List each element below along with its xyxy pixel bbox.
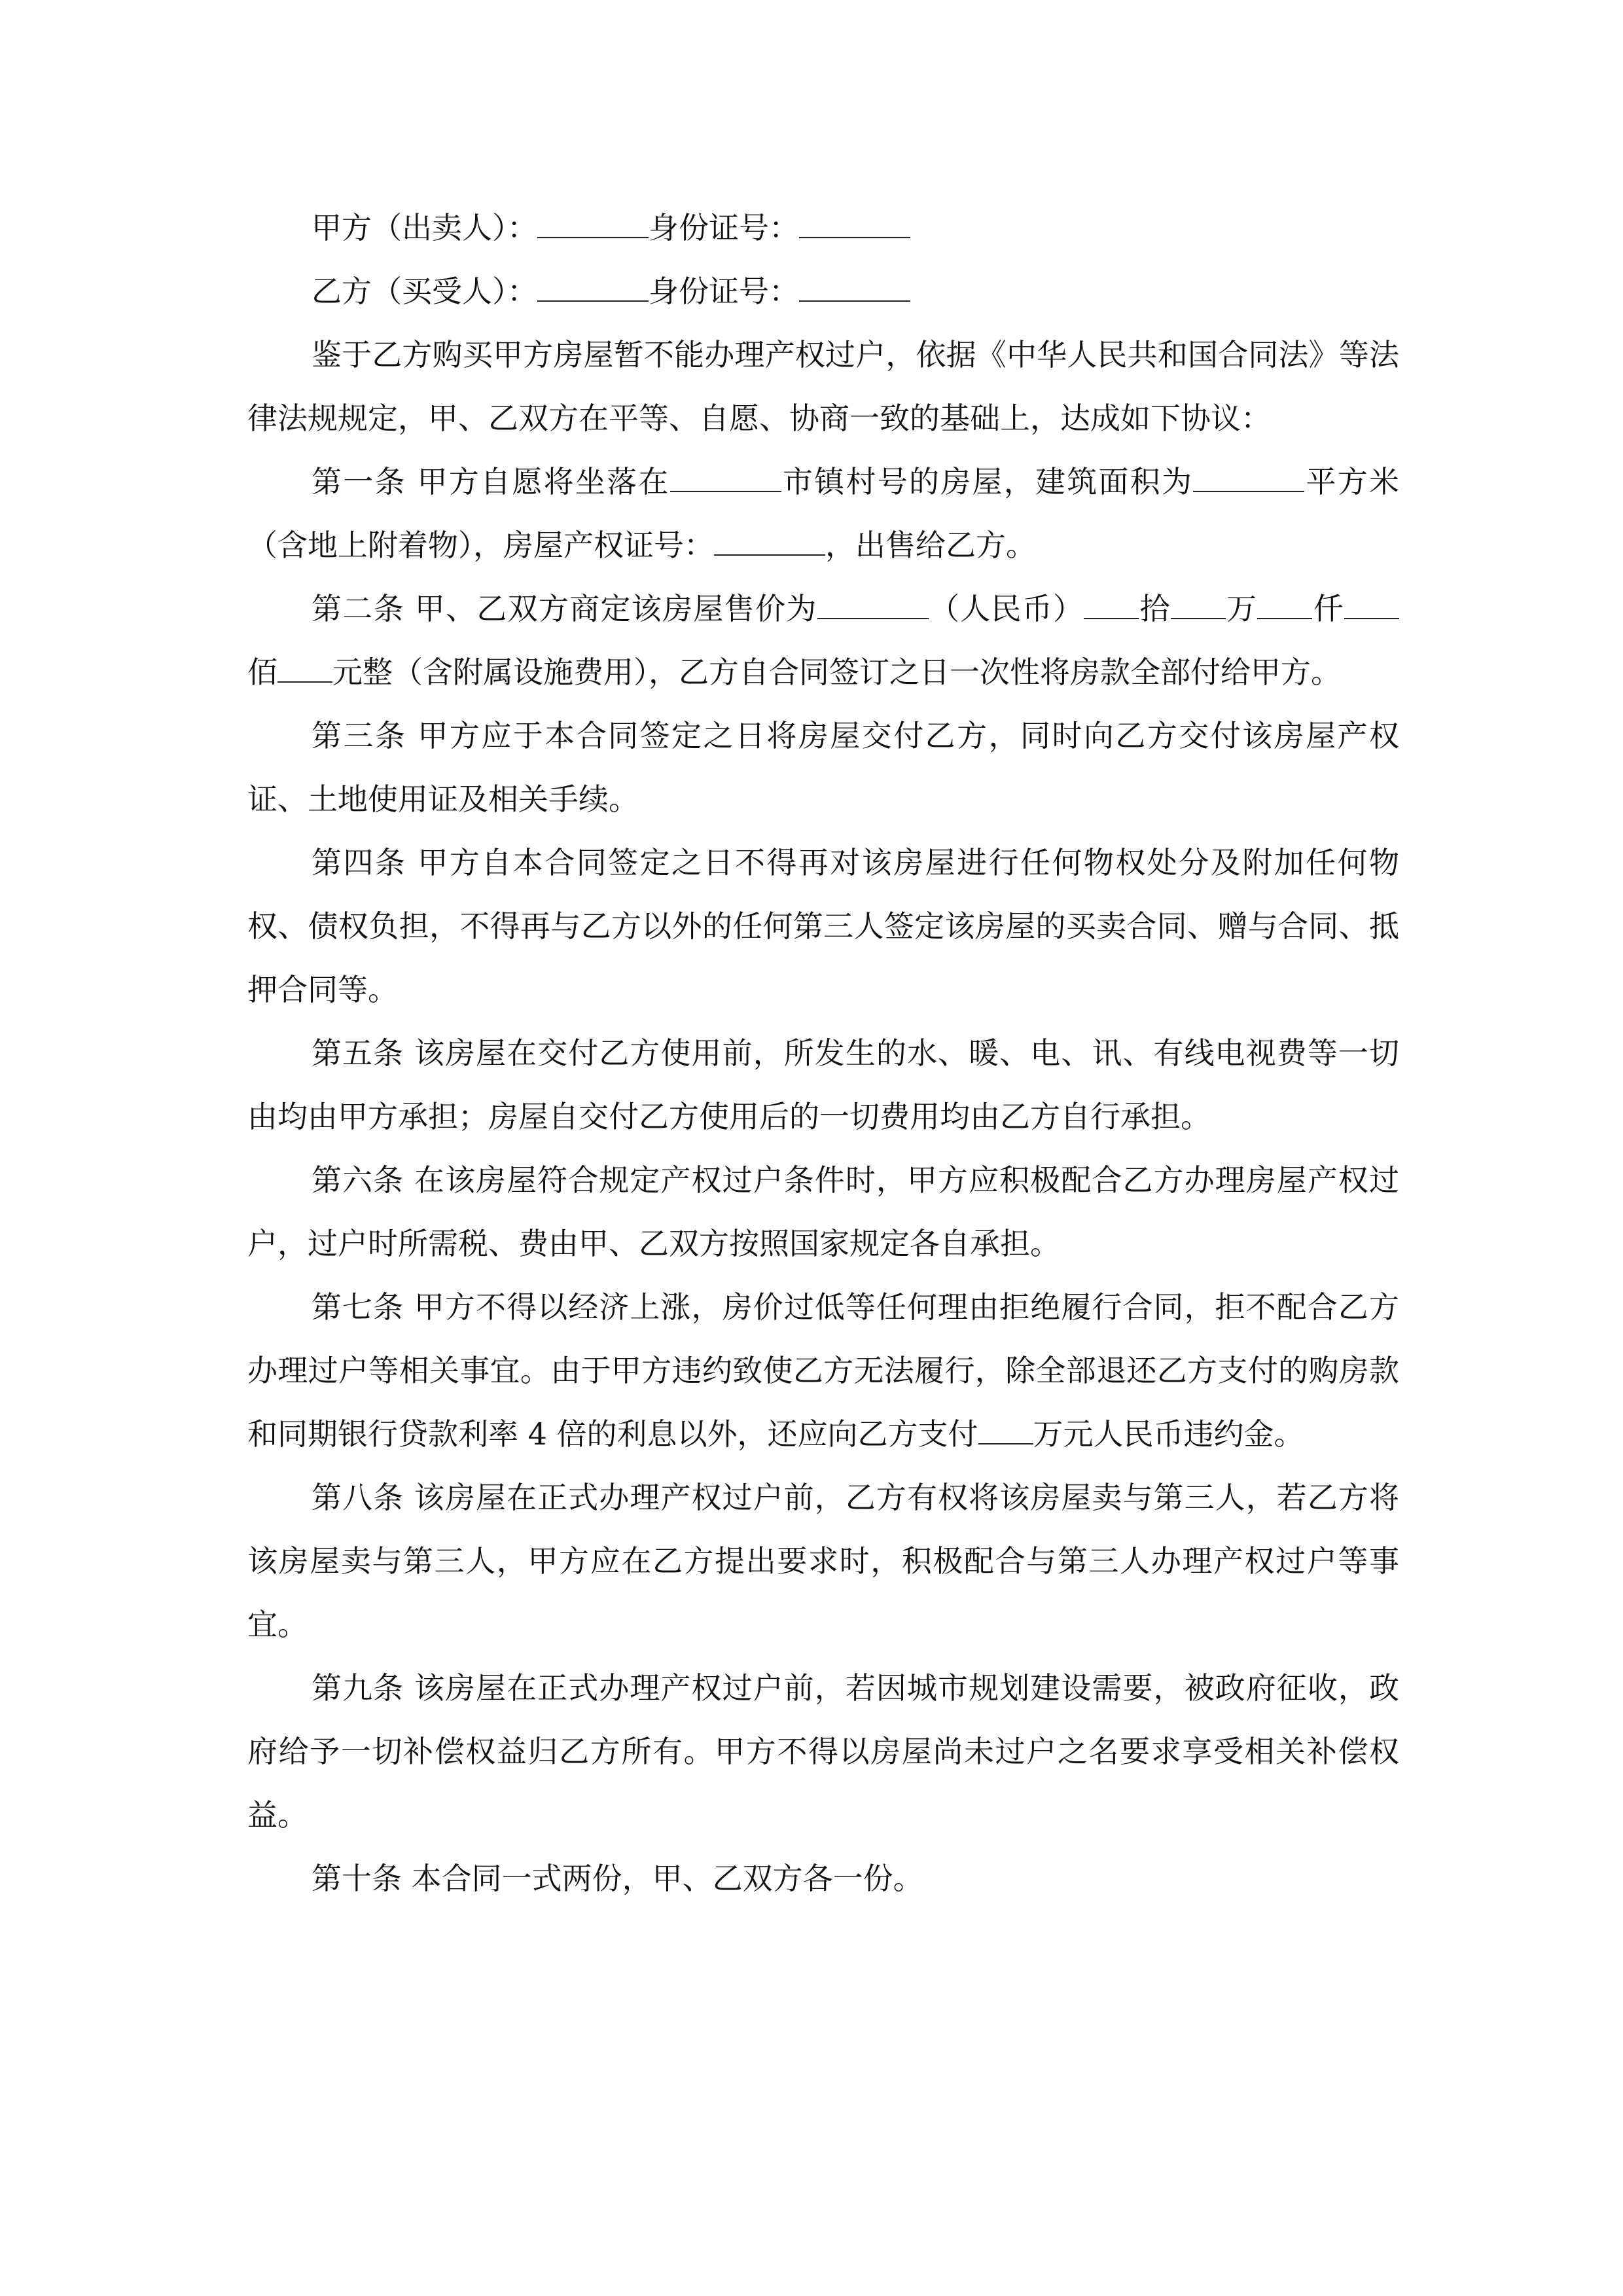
contract-body (247, 196, 1399, 1910)
article-1 (247, 450, 1399, 577)
article-3: 第三条 甲方应于本合同签定之日将房屋交付乙方，同时向乙方交付该房屋产权证、土地使用证及相关手续。 (247, 718, 1399, 817)
article-7-text-a: 第七条 甲方不得以经济上涨，房价过低等任何理由拒绝履行合同，拒不配合乙方办理过户等相关事宜。由于甲方违约致使乙方无法履行，除全部退还乙方支付的购房款和同期银行贷款利率 4 倍的利息以外，还应向乙方支付 (247, 1289, 1399, 1452)
article-7-text-b: 万元人民币违约金。 (1033, 1416, 1304, 1452)
party-b-label: 乙方（买受人）： (312, 274, 537, 309)
article-10: 第十条 本合同一式两份，甲、乙双方各一份。 (312, 1861, 923, 1896)
article-2-text-a: 第二条 甲、乙双方商定该房屋售价为 (312, 591, 817, 626)
article-2-text-b: （人民币） (928, 591, 1084, 626)
property-cert-blank[interactable] (714, 522, 825, 556)
article-2-text-c: 拾 (1139, 591, 1171, 626)
article-2-text-d: 万 (1225, 591, 1258, 626)
party-b-id-blank[interactable] (799, 268, 910, 302)
party-a-label: 甲方（出卖人）： (312, 210, 537, 245)
article-8: 第八条 该房屋在正式办理产权过户前，乙方有权将该房屋卖与第三人，若乙方将该房屋卖与第三人，甲方应在乙方提出要求时，积极配合与第三人办理产权过户等事宜。 (247, 1480, 1399, 1642)
preamble-paragraph: 鉴于乙方购买甲方房屋暂不能办理产权过户，依据《中华人民共和国合同法》等法律法规规定，甲、乙双方在平等、自愿、协商一致的基础上，达成如下协议： (247, 337, 1399, 436)
article-7 (247, 1276, 1399, 1466)
article-5: 第五条 该房屋在交付乙方使用前，所发生的水、暖、电、讯、有线电视费等一切由均由甲方承担；房屋自交付乙方使用后的一切费用均由乙方自行承担。 (247, 1035, 1399, 1134)
article-2 (247, 577, 1399, 704)
article-6: 第六条 在该房屋符合规定产权过户条件时，甲方应积极配合乙方办理房屋产权过户，过户时所需税、费由甲、乙双方按照国家规定各自承担。 (247, 1162, 1399, 1261)
qian-blank[interactable] (1257, 585, 1312, 619)
article-2-text-e: 仟 (1312, 591, 1345, 626)
article-4: 第四条 甲方自本合同签定之日不得再对该房屋进行任何物权处分及附加任何物权、债权负担，不得再与乙方以外的任何第三人签定该房屋的买卖合同、赠与合同、抵押合同等。 (247, 845, 1399, 1007)
wan-blank[interactable] (1171, 585, 1226, 619)
party-b-id-label: 身份证号： (649, 274, 799, 309)
bai-blank[interactable] (1344, 585, 1399, 619)
shi-blank[interactable] (1084, 585, 1139, 619)
party-a-id-blank[interactable] (799, 204, 910, 238)
penalty-blank[interactable] (978, 1410, 1033, 1444)
party-a-name-blank[interactable] (537, 204, 649, 238)
article-1-text-d: ，出售给乙方。 (825, 528, 1036, 563)
article-2-text-g: 元整（含附属设施费用），乙方自合同签订之日一次性将房款全部付给甲方。 (332, 655, 1341, 690)
party-a-line (247, 196, 1399, 260)
article-1-text-a: 第一条 甲方自愿将坐落在 (312, 464, 670, 499)
price-blank[interactable] (817, 585, 929, 619)
party-b-name-blank[interactable] (537, 268, 649, 302)
article-2-text-f: 佰 (247, 655, 277, 690)
party-b-line (247, 260, 1399, 323)
article-1-text-b: 市镇村号的房屋，建筑面积为 (781, 464, 1194, 499)
article-9: 第九条 该房屋在正式办理产权过户前，若因城市规划建设需要，被政府征收，政府给予一切补偿权益归乙方所有。甲方不得以房屋尚未过户之名要求享受相关补偿权益。 (247, 1670, 1399, 1833)
area-blank[interactable] (1193, 458, 1304, 492)
location-blank[interactable] (670, 458, 781, 492)
article-1-text-c: 平方米（含地上附着物），房屋产权证号： (247, 464, 1400, 563)
yuan-blank[interactable] (277, 649, 332, 683)
party-a-id-label: 身份证号： (649, 210, 799, 245)
